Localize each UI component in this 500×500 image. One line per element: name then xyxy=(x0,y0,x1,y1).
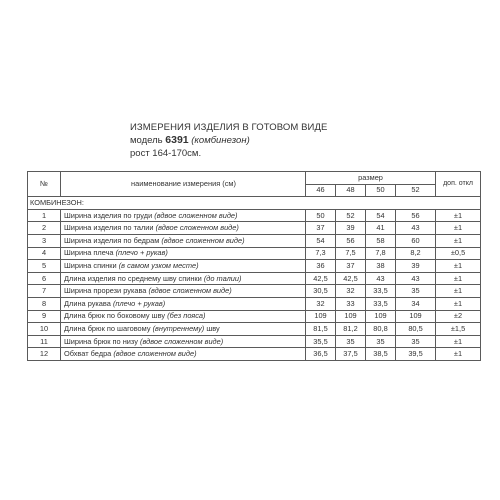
size-value-50: 54 xyxy=(366,209,396,222)
measurement-label: Обхват бедра xyxy=(64,349,112,359)
row-number: 8 xyxy=(28,297,61,310)
row-number: 2 xyxy=(28,222,61,235)
model-type: (комбинезон) xyxy=(191,135,250,146)
header-number: № xyxy=(28,172,61,197)
tolerance-value: ±1 xyxy=(436,234,481,247)
document-header xyxy=(130,121,430,160)
tolerance-value: ±2 xyxy=(436,310,481,323)
measurement-name xyxy=(61,234,306,247)
measurement-note: (вдвое сложенном виде) xyxy=(140,336,224,346)
tolerance-value: ±1 xyxy=(436,222,481,235)
measurement-label-tail: шву xyxy=(204,323,220,333)
model-line xyxy=(130,134,430,147)
table-row xyxy=(28,348,481,361)
measurement-name xyxy=(61,310,306,323)
table-header-row xyxy=(28,172,481,185)
size-value-46: 54 xyxy=(306,234,336,247)
measurement-name xyxy=(61,222,306,235)
measurement-name xyxy=(61,285,306,298)
size-value-48: 7,5 xyxy=(336,247,366,260)
row-number: 3 xyxy=(28,234,61,247)
size-50: 50 xyxy=(366,184,396,197)
size-value-52: 43 xyxy=(396,222,436,235)
measurement-note: (вдвое сложенном виде) xyxy=(161,235,245,245)
size-value-52: 80,5 xyxy=(396,323,436,336)
size-46: 46 xyxy=(306,184,336,197)
size-value-52: 39,5 xyxy=(396,348,436,361)
header-size: размер xyxy=(306,172,436,185)
row-number: 9 xyxy=(28,310,61,323)
size-value-52: 8,2 xyxy=(396,247,436,260)
row-number: 4 xyxy=(28,247,61,260)
measurement-note: (вдвое сложенном виде) xyxy=(155,223,239,233)
table-row xyxy=(28,209,481,222)
measurement-note: (вдвое сложенном виде) xyxy=(154,210,238,220)
measurement-label: Ширина изделия по груди xyxy=(64,210,153,220)
measurement-label: Длина брюк по боковому шву xyxy=(64,311,166,321)
size-value-46: 7,3 xyxy=(306,247,336,260)
size-value-50: 58 xyxy=(366,234,396,247)
size-value-48: 39 xyxy=(336,222,366,235)
measurement-name xyxy=(61,272,306,285)
size-value-50: 7,8 xyxy=(366,247,396,260)
row-number: 5 xyxy=(28,260,61,273)
tolerance-value: ±1 xyxy=(436,209,481,222)
size-value-48: 32 xyxy=(336,285,366,298)
header-measurement-name: наименование измерения (см) xyxy=(61,172,306,197)
measurement-name xyxy=(61,348,306,361)
size-value-46: 36,5 xyxy=(306,348,336,361)
size-value-50: 41 xyxy=(366,222,396,235)
size-value-48: 37 xyxy=(336,260,366,273)
size-value-52: 35 xyxy=(396,285,436,298)
tolerance-value: ±1,5 xyxy=(436,323,481,336)
table-row xyxy=(28,260,481,273)
table-row xyxy=(28,222,481,235)
size-value-50: 38,5 xyxy=(366,348,396,361)
tolerance-value: ±1 xyxy=(436,297,481,310)
measurement-label: Ширина изделия по талии xyxy=(64,223,154,233)
size-value-50: 35 xyxy=(366,335,396,348)
tolerance-value: ±1 xyxy=(436,348,481,361)
measurement-note: (вдвое сложенном виде) xyxy=(148,286,232,296)
size-value-52: 39 xyxy=(396,260,436,273)
size-value-48: 109 xyxy=(336,310,366,323)
measurements-table xyxy=(27,171,481,361)
size-value-46: 32 xyxy=(306,297,336,310)
measurement-note: (без пояса) xyxy=(167,311,206,321)
tolerance-value: ±1 xyxy=(436,335,481,348)
tolerance-value: ±1 xyxy=(436,285,481,298)
size-value-48: 56 xyxy=(336,234,366,247)
size-value-46: 36 xyxy=(306,260,336,273)
table-row xyxy=(28,247,481,260)
size-value-48: 37,5 xyxy=(336,348,366,361)
table-row xyxy=(28,297,481,310)
row-number: 11 xyxy=(28,335,61,348)
tolerance-value: ±0,5 xyxy=(436,247,481,260)
measurement-label: Ширина спинки xyxy=(64,260,117,270)
header-tolerance: доп. откл xyxy=(436,172,481,197)
row-number: 7 xyxy=(28,285,61,298)
size-value-50: 80,8 xyxy=(366,323,396,336)
measurement-label: Длина рукава xyxy=(64,298,111,308)
table-row xyxy=(28,323,481,336)
table-row xyxy=(28,272,481,285)
section-label: КОМБИНЕЗОН: xyxy=(28,197,481,210)
height-line: рост 164-170см. xyxy=(130,148,202,159)
document-title: ИЗМЕРЕНИЯ ИЗДЕЛИЯ В ГОТОВОМ ВИДЕ xyxy=(130,122,328,133)
size-value-46: 42,5 xyxy=(306,272,336,285)
size-value-48: 52 xyxy=(336,209,366,222)
size-value-50: 43 xyxy=(366,272,396,285)
measurement-name xyxy=(61,323,306,336)
measurement-label: Ширина изделия по бедрам xyxy=(64,235,160,245)
row-number: 6 xyxy=(28,272,61,285)
size-value-46: 109 xyxy=(306,310,336,323)
measurement-note: (внутреннему) xyxy=(152,323,205,333)
size-value-46: 37 xyxy=(306,222,336,235)
size-value-46: 81,5 xyxy=(306,323,336,336)
size-value-52: 35 xyxy=(396,335,436,348)
model-prefix: модель xyxy=(130,135,163,146)
size-value-46: 30,5 xyxy=(306,285,336,298)
size-value-46: 50 xyxy=(306,209,336,222)
row-number: 10 xyxy=(28,323,61,336)
size-value-52: 56 xyxy=(396,209,436,222)
size-value-52: 34 xyxy=(396,297,436,310)
measurement-note: (вдвое сложенном виде) xyxy=(113,349,197,359)
size-value-48: 81,2 xyxy=(336,323,366,336)
size-value-50: 38 xyxy=(366,260,396,273)
size-52: 52 xyxy=(396,184,436,197)
measurement-label: Длина брюк по шаговому xyxy=(64,323,151,333)
section-row xyxy=(28,197,481,210)
measurement-label: Длина изделия по среднему шву спинки xyxy=(64,273,202,283)
measurement-note: (в самом узком месте) xyxy=(118,260,199,270)
measurement-name xyxy=(61,247,306,260)
size-value-50: 33,5 xyxy=(366,285,396,298)
measurement-label: Ширина прорези рукава xyxy=(64,286,147,296)
tolerance-value: ±1 xyxy=(436,272,481,285)
size-48: 48 xyxy=(336,184,366,197)
measurement-label: Ширина плеча xyxy=(64,248,114,258)
size-value-52: 109 xyxy=(396,310,436,323)
size-value-50: 33,5 xyxy=(366,297,396,310)
table-row xyxy=(28,310,481,323)
size-value-52: 60 xyxy=(396,234,436,247)
measurement-name xyxy=(61,209,306,222)
measurement-name xyxy=(61,335,306,348)
size-value-48: 42,5 xyxy=(336,272,366,285)
tolerance-value: ±1 xyxy=(436,260,481,273)
row-number: 1 xyxy=(28,209,61,222)
size-value-46: 35,5 xyxy=(306,335,336,348)
table-row xyxy=(28,335,481,348)
measurement-label: Ширина брюк по низу xyxy=(64,336,138,346)
measurement-note: (до талии) xyxy=(203,273,242,283)
row-number: 12 xyxy=(28,348,61,361)
measurement-name xyxy=(61,260,306,273)
measurement-note: (плечо + рукав) xyxy=(115,248,168,258)
table-row xyxy=(28,285,481,298)
size-value-50: 109 xyxy=(366,310,396,323)
table-row xyxy=(28,234,481,247)
size-value-52: 43 xyxy=(396,272,436,285)
measurement-name xyxy=(61,297,306,310)
measurement-note: (плечо + рукав) xyxy=(112,298,166,308)
size-value-48: 33 xyxy=(336,297,366,310)
model-number: 6391 xyxy=(165,134,189,146)
size-value-48: 35 xyxy=(336,335,366,348)
